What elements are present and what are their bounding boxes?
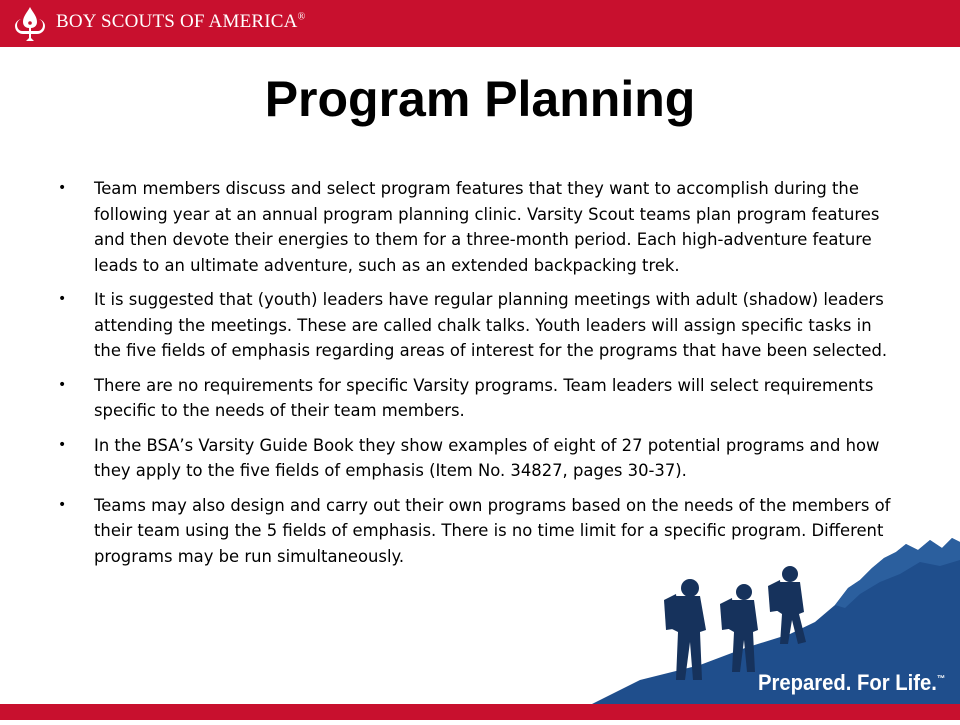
footer-bar <box>0 704 960 720</box>
brand-name-text: BOY SCOUTS OF AMERICA <box>56 11 298 32</box>
trademark-mark: ™ <box>936 673 946 684</box>
bullet-text: Team members discuss and select program features that they want to accomplish during the following year at an annual program planning clinic. Varsity Scout teams plan program features and then devote their energies to them for a three-month period. Each high-adventure feature leads to an ultimate adventure, such as an extended backpacking trek. <box>94 179 880 275</box>
bullet-item <box>56 373 902 424</box>
bullet-text: In the BSA’s Varsity Guide Book they show examples of eight of 27 potential programs and how they apply to the five fields of emphasis (Item No. 34827, pages 30-37). <box>94 435 880 480</box>
bullet-dot: • <box>58 180 67 196</box>
slogan <box>758 670 945 696</box>
bullet-text: It is suggested that (youth) leaders have regular planning meetings with adult (shadow) leaders attending the meetings. These are called chalk talks. Youth leaders will assign specific tasks in the five fields of emphasis regarding areas of interest for the programs that have been selected. <box>94 290 888 360</box>
bullet-dot: • <box>58 496 67 513</box>
slogan-text: Prepared. For Life. <box>758 670 937 695</box>
bullet-item <box>56 176 902 278</box>
bullet-list <box>56 176 902 578</box>
bullet-text: There are no requirements for specific Varsity programs. Team leaders will select requirements specific to the needs of their team members. <box>94 375 874 420</box>
bullet-item <box>56 433 902 484</box>
hiker-icon <box>768 566 806 644</box>
hiker-icon <box>664 579 706 680</box>
bullet-text: Teams may also design and carry out their own programs based on the needs of the members of their team using the 5 fields of emphasis. There is no time limit for a specific program. Different programs may be run simultaneously. <box>94 495 891 566</box>
bullet-dot: • <box>58 376 67 393</box>
bullet-dot: • <box>58 291 67 307</box>
slide-title: Program Planning <box>264 71 696 127</box>
bullet-item <box>56 287 902 364</box>
brand-registered-mark: ® <box>297 11 306 23</box>
bullet-dot: • <box>58 436 67 453</box>
fleur-de-lis-icon <box>10 4 50 44</box>
brand-name <box>56 11 305 33</box>
header-bar <box>0 0 960 47</box>
